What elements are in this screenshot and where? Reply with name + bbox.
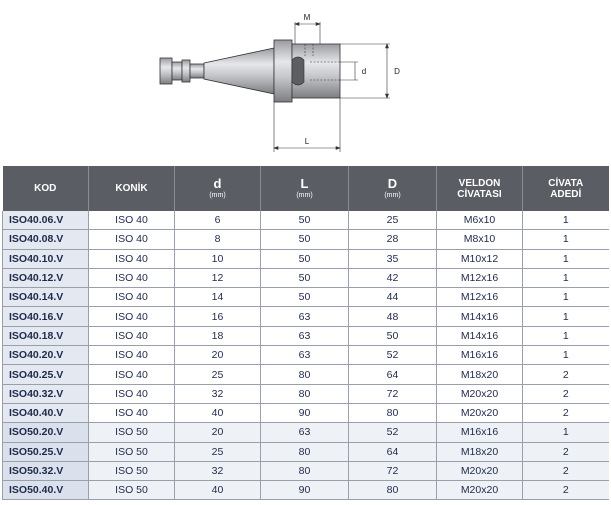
kod-cell: ISO40.40.V [3,403,89,422]
kod-cell: ISO50.20.V [3,423,89,442]
konik-cell: ISO 40 [89,403,175,422]
adet-cell: 1 [523,211,609,230]
dim-label-D: D [394,67,400,76]
d-cell: 32 [175,384,261,403]
konik-cell: ISO 40 [89,365,175,384]
D-cell: 35 [349,249,437,268]
dim-label-d: d [361,67,367,76]
D-cell: 64 [349,365,437,384]
L-cell: 63 [261,326,349,345]
adet-cell: 1 [523,423,609,442]
table-row [3,288,609,307]
veldon-cell: M18x20 [437,442,523,461]
konik-cell: ISO 50 [89,442,175,461]
veldon-cell: M12x16 [437,268,523,287]
konik-cell: ISO 40 [89,346,175,365]
D-cell: 25 [349,211,437,230]
kod-cell: ISO50.40.V [3,481,89,500]
adet-cell: 1 [523,307,609,326]
d-cell: 40 [175,403,261,422]
konik-cell: ISO 40 [89,307,175,326]
table-row [3,384,609,403]
D-cell: 64 [349,442,437,461]
d-cell: 8 [175,230,261,249]
D-cell: 50 [349,326,437,345]
adet-cell: 1 [523,288,609,307]
adet-cell: 1 [523,346,609,365]
adet-cell: 2 [523,365,609,384]
veldon-cell: M12x16 [437,288,523,307]
adet-cell: 1 [523,230,609,249]
D-cell: 72 [349,384,437,403]
adet-cell: 2 [523,461,609,480]
kod-cell: ISO40.18.V [3,326,89,345]
konik-cell: ISO 40 [89,249,175,268]
veldon-cell: M16x16 [437,346,523,365]
kod-cell: ISO40.20.V [3,346,89,365]
header-L: L (mm) [261,166,349,211]
table-row [3,249,609,268]
taper-cone [204,48,274,94]
kod-cell: ISO40.32.V [3,384,89,403]
d-cell: 18 [175,326,261,345]
veldon-cell: M20x20 [437,481,523,500]
veldon-cell: M8x10 [437,230,523,249]
adet-cell: 1 [523,326,609,345]
table-row [3,230,609,249]
konik-cell: ISO 40 [89,384,175,403]
adet-cell: 1 [523,249,609,268]
L-cell: 50 [261,288,349,307]
header-kod: KOD [3,166,89,211]
konik-cell: ISO 40 [89,268,175,287]
L-cell: 80 [261,384,349,403]
table-row [3,268,609,287]
veldon-cell: M14x16 [437,307,523,326]
d-cell: 20 [175,423,261,442]
kod-cell: ISO40.06.V [3,211,89,230]
veldon-cell: M14x16 [437,326,523,345]
d-cell: 25 [175,442,261,461]
table-row [3,442,609,461]
table-row [3,481,609,500]
kod-cell: ISO40.10.V [3,249,89,268]
adet-cell: 1 [523,268,609,287]
kod-cell: ISO40.12.V [3,268,89,287]
konik-cell: ISO 40 [89,288,175,307]
header-civata: CİVATA ADEDİ [523,166,609,211]
d-cell: 14 [175,288,261,307]
flange [274,40,292,102]
pull-stud [160,58,204,84]
d-cell: 12 [175,268,261,287]
L-cell: 90 [261,481,349,500]
konik-cell: ISO 50 [89,423,175,442]
table-row [3,307,609,326]
table-row [3,346,609,365]
D-cell: 80 [349,403,437,422]
veldon-cell: M20x20 [437,461,523,480]
header-veldon: VELDON CİVATASI [437,166,523,211]
L-cell: 90 [261,403,349,422]
D-cell: 52 [349,346,437,365]
adet-cell: 2 [523,442,609,461]
kod-cell: ISO40.08.V [3,230,89,249]
konik-cell: ISO 40 [89,230,175,249]
D-cell: 28 [349,230,437,249]
L-cell: 50 [261,211,349,230]
D-cell: 72 [349,461,437,480]
dim-label-L: L [304,137,310,146]
L-cell: 50 [261,249,349,268]
table-row [3,326,609,345]
table-row [3,403,609,422]
L-cell: 63 [261,346,349,365]
L-cell: 80 [261,365,349,384]
table-row [3,461,609,480]
D-cell: 48 [349,307,437,326]
L-cell: 80 [261,442,349,461]
table-row [3,423,609,442]
D-cell: 42 [349,268,437,287]
konik-cell: ISO 40 [89,326,175,345]
veldon-cell: M10x12 [437,249,523,268]
tool-holder-drawing [150,10,410,160]
L-cell: 50 [261,230,349,249]
L-cell: 80 [261,461,349,480]
konik-cell: ISO 50 [89,461,175,480]
L-cell: 63 [261,423,349,442]
d-cell: 10 [175,249,261,268]
L-cell: 50 [261,268,349,287]
adet-cell: 2 [523,384,609,403]
adet-cell: 2 [523,403,609,422]
table-body [3,211,609,500]
dim-label-M: M [303,13,311,22]
d-cell: 16 [175,307,261,326]
kod-cell: ISO50.25.V [3,442,89,461]
veldon-cell: M20x20 [437,403,523,422]
d-cell: 32 [175,461,261,480]
D-cell: 52 [349,423,437,442]
veldon-cell: M16x16 [437,423,523,442]
adet-cell: 2 [523,481,609,500]
header-d: d (mm) [175,166,261,211]
table-row [3,365,609,384]
kod-cell: ISO40.14.V [3,288,89,307]
veldon-cell: M20x20 [437,384,523,403]
kod-cell: ISO50.32.V [3,461,89,480]
veldon-cell: M18x20 [437,365,523,384]
D-cell: 80 [349,481,437,500]
kod-cell: ISO40.25.V [3,365,89,384]
header-konik: KONİK [89,166,175,211]
konik-cell: ISO 50 [89,481,175,500]
kod-cell: ISO40.16.V [3,307,89,326]
d-cell: 6 [175,211,261,230]
veldon-cell: M6x10 [437,211,523,230]
table-row [3,211,609,230]
d-cell: 40 [175,481,261,500]
d-cell: 20 [175,346,261,365]
d-cell: 25 [175,365,261,384]
header-D: D (mm) [349,166,437,211]
konik-cell: ISO 40 [89,211,175,230]
spec-table [2,166,609,500]
table-header-row [3,166,609,211]
L-cell: 63 [261,307,349,326]
D-cell: 44 [349,288,437,307]
